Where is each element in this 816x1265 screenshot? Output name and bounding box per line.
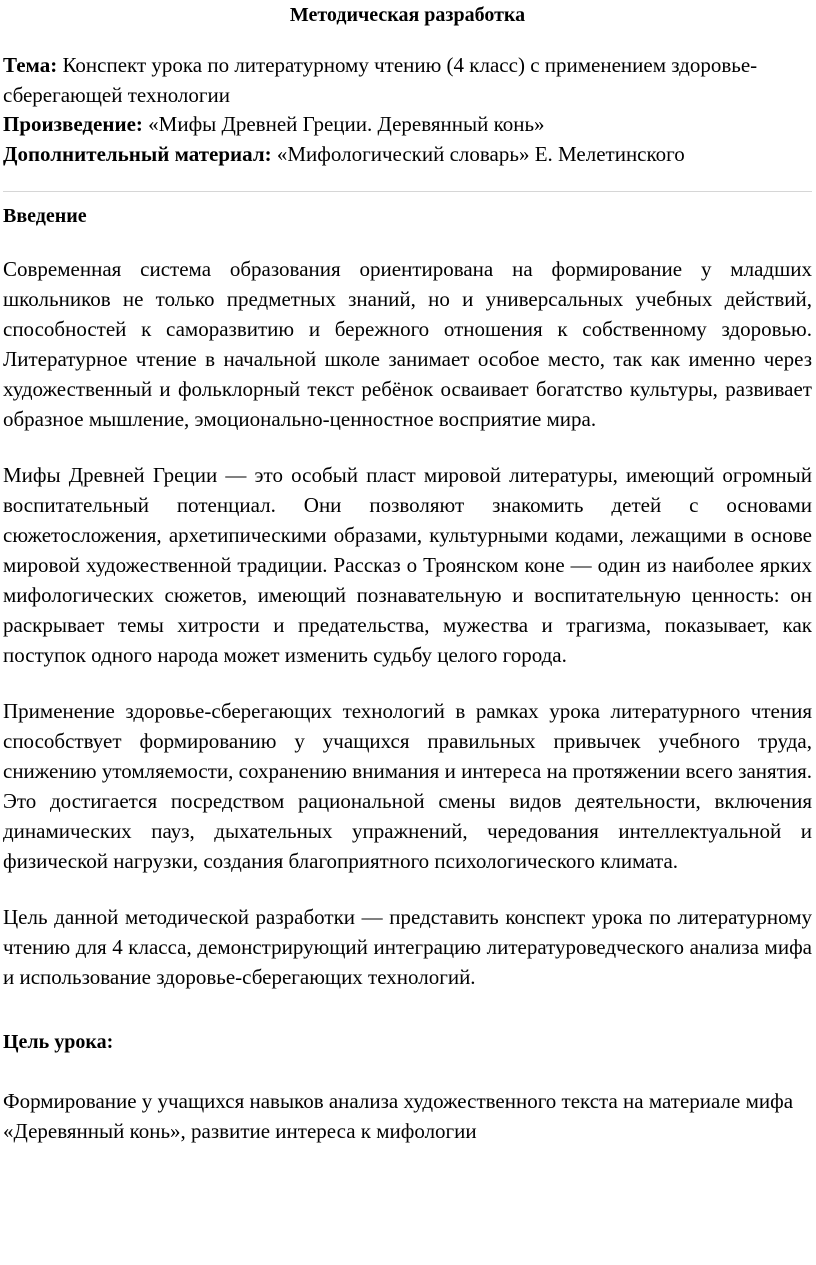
- intro-paragraph-3: Применение здоровье-сберегающих технологий в рамках урока литературного чтения способствует формированию у учащихся правильных привычек учебного труда, снижению утомляемости, сохранению внимания и интереса на протяжении всего занятия. Это достигается посредством рациональной смены видов деятельности, включения динамических пауз, дыхательных упражнений, чередования интеллектуальной и физической нагрузки, создания благоприятного психологического климата.: [3, 699, 812, 873]
- meta-extra-value: «Мифологический словарь» Е. Мелетинского: [271, 141, 685, 166]
- goal-text: Формирование у учащихся навыков анализа художественного текста на материале мифа «Деревянный конь», развитие интереса к мифологии: [3, 1089, 794, 1143]
- meta-extra-label: Дополнительный материал:: [3, 141, 272, 166]
- meta-work-label: Произведение:: [3, 112, 143, 136]
- document-title: Методическая разработка: [289, 4, 526, 26]
- intro-paragraph-1: Современная система образования ориентирована на формирование у младших школьников не только предметных знаний, но и универсальных учебных действий, способностей к саморазвитию и бережного отношения к собственному здоровью. Литературное чтение в начальной школе занимает особое место, так как именно через художественный и фольклорный текст ребёнок осваивает богатство культуры, развивает образное мышление, эмоционально-ценностное восприятие мира.: [3, 257, 812, 431]
- meta-topic-value: Конспект урока по литературному чтению (4 класс) с применением здоровье-сберегающей технологии: [3, 53, 758, 107]
- intro-heading: Введение: [3, 205, 87, 227]
- meta-work-value: «Мифы Древней Греции. Деревянный конь»: [142, 112, 545, 136]
- section-divider: [3, 191, 812, 192]
- meta-extra: [3, 140, 812, 170]
- meta-topic-label: Тема:: [3, 53, 58, 77]
- document-page: [3, 0, 812, 1167]
- meta-work: [3, 110, 812, 140]
- goal-heading: Цель урока:: [3, 1031, 114, 1053]
- meta-topic: [3, 51, 812, 110]
- document-meta: [3, 51, 812, 169]
- intro-paragraph-2: Мифы Древней Греции — это особый пласт мировой литературы, имеющий огромный воспитательный потенциал. Они позволяют знакомить детей с основами сюжетосложения, архетипическими образами, культурными кодами, лежащими в основе мировой художественной традиции. Рассказ о Троянском коне — один из наиболее ярких мифологических сюжетов, имеющий познавательную и воспитательную ценность: он раскрывает темы хитрости и предательства, мужества и трагизма, показывает, как поступок одного народа может изменить судьбу целого города.: [3, 463, 812, 667]
- intro-paragraph-4: Цель данной методической разработки — представить конспект урока по литературному чтению для 4 класса, демонстрирующий интеграцию литературоведческого анализа мифа и использование здоровье-сберегающих технологий.: [3, 905, 812, 989]
